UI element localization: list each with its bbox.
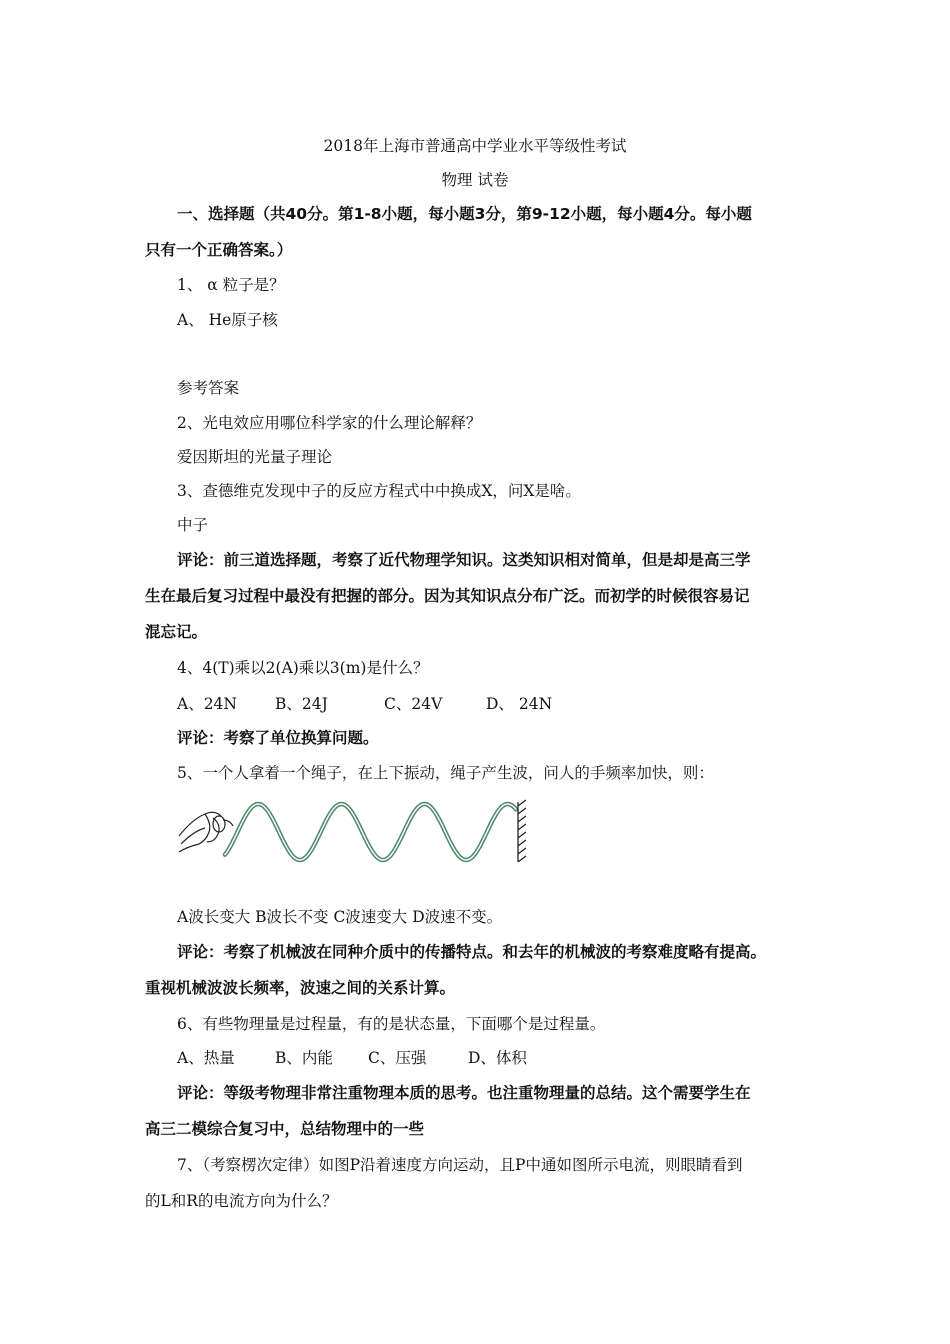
q6-option-d: D、体积 <box>468 1049 527 1067</box>
q6-option-c: C、压强 <box>368 1049 427 1067</box>
q3-answer: 中子 <box>177 516 209 534</box>
exam-subtitle: 物理 试卷 <box>441 171 509 189</box>
q4-comment: 评论：考察了单位换算问题。 <box>177 729 379 747</box>
q6-comment-line2: 高三二模综合复习中，总结物理中的一些 <box>145 1120 425 1138</box>
q5-question: 5、一个人拿着一个绳子，在上下振动，绳子产生波，问人的手频率加快，则： <box>177 764 714 782</box>
comment1-line2: 生在最后复习过程中最没有把握的部分。因为其知识点分布广泛。而初学的时候很容易记 <box>145 587 750 605</box>
q4-question: 4、4(T)乘以2(A)乘以3(m)是什么？ <box>177 659 429 677</box>
q6-option-b: B、内能 <box>275 1049 333 1067</box>
q7-question-line2: 的L和R的电流方向为什么？ <box>145 1192 338 1210</box>
exam-title: 2018年上海市普通高中学业水平等级性考试 <box>323 137 627 155</box>
q4-option-b: B、24J <box>275 695 328 713</box>
comment1-line3: 混忘记。 <box>145 623 208 641</box>
q1-option-a: A、 He原子核 <box>177 311 278 329</box>
q1-question: 1、 α 粒子是？ <box>177 276 285 294</box>
q6-comment-line1: 评论：等级考物理非常注重物理本质的思考。也注重物理量的总结。这个需要学生在 <box>177 1084 751 1102</box>
hand-icon <box>179 812 233 852</box>
q3-question: 3、查德维克发现中子的反应方程式中中换成X，问X是啥。 <box>177 482 581 500</box>
q1-answer-label: 参考答案 <box>177 379 240 397</box>
q5-comment-line2: 重视机械波波长频率，波速之间的关系计算。 <box>145 979 456 997</box>
comment1-line1: 评论：前三道选择题，考察了近代物理学知识。这类知识相对简单，但是却是高三学 <box>177 551 751 569</box>
q2-answer: 爱因斯坦的光量子理论 <box>177 448 333 466</box>
q4-option-c: C、24V <box>384 695 443 713</box>
section-header-line1: 一、选择题（共40分。第1-8小题，每小题3分，第9-12小题，每小题4分。每小题 <box>177 205 752 223</box>
q6-options <box>177 1048 527 1068</box>
wall-icon <box>518 800 526 862</box>
q4-option-a: A、24N <box>177 695 237 713</box>
q6-option-a: A、热量 <box>177 1049 235 1067</box>
q7-question-line1: 7、（考察楞次定律）如图P沿着速度方向运动，且P中通如图所示电流，则眼睛看到 <box>177 1156 743 1174</box>
section-header-line2: 只有一个正确答案。） <box>145 241 293 259</box>
q2-question: 2、光电效应用哪位科学家的什么理论解释？ <box>177 414 482 432</box>
q4-option-d: D、 24N <box>486 695 553 713</box>
q5-comment-line1: 评论：考察了机械波在同种介质中的传播特点。和去年的机械波的考察难度略有提高。 <box>177 943 767 961</box>
q5-options: A波长变大 B波长不变 C波速变大 D波速不变。 <box>177 908 503 926</box>
q4-options <box>177 694 552 714</box>
rope-wave-figure <box>175 796 530 866</box>
q6-question: 6、有些物理量是过程量，有的是状态量，下面哪个是过程量。 <box>177 1015 606 1033</box>
